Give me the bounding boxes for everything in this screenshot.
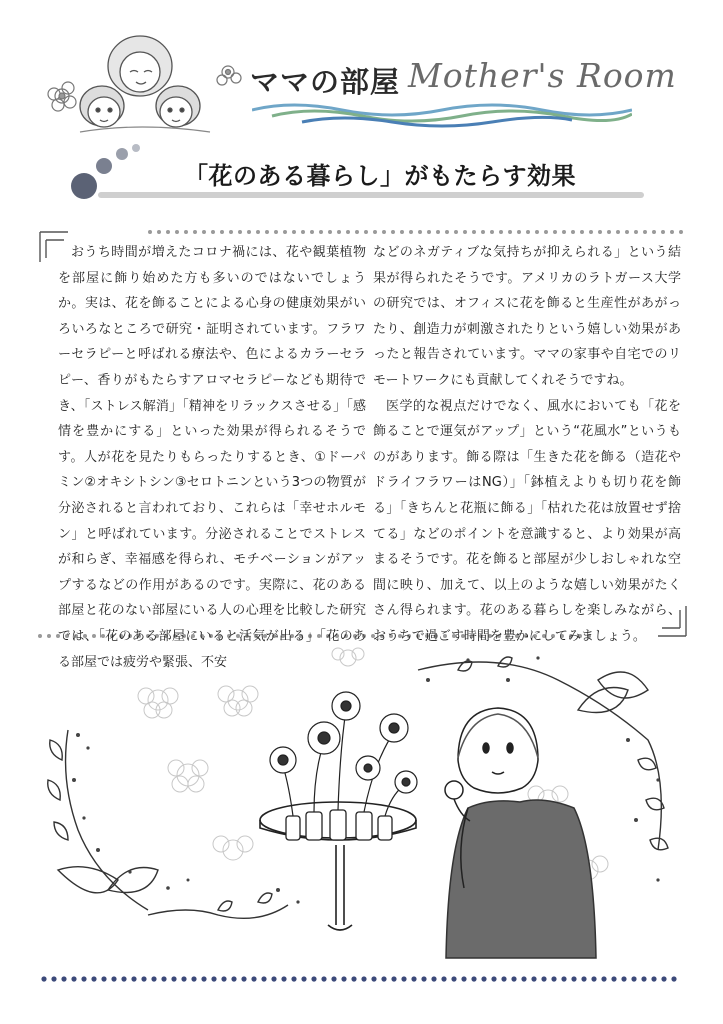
footer-dot (51, 976, 56, 981)
footer-dot (191, 976, 196, 981)
border-dot (382, 230, 386, 234)
footer-dot (261, 976, 266, 981)
border-dot (364, 230, 368, 234)
border-dot (373, 230, 377, 234)
footer-dot (621, 976, 626, 981)
border-dot (256, 230, 260, 234)
border-dot (238, 230, 242, 234)
border-dot (175, 230, 179, 234)
border-dot (301, 230, 305, 234)
footer-dot (81, 976, 86, 981)
footer-dot (291, 976, 296, 981)
border-dot (265, 230, 269, 234)
footer-dot (101, 976, 106, 981)
footer-dotted-rule (40, 974, 680, 984)
border-dot (220, 230, 224, 234)
footer-dot (441, 976, 446, 981)
border-dot (47, 634, 51, 638)
border-dot (598, 230, 602, 234)
border-dot (409, 230, 413, 234)
border-dot (445, 230, 449, 234)
footer-dot (111, 976, 116, 981)
footer-dot (421, 976, 426, 981)
footer-dot (431, 976, 436, 981)
footer-dot (71, 976, 76, 981)
footer-dot (551, 976, 556, 981)
border-dot (481, 230, 485, 234)
border-dot (454, 230, 458, 234)
border-dot (38, 634, 42, 638)
footer-dot (461, 976, 466, 981)
section-title: ママの部屋 (250, 65, 401, 99)
footer-dot (671, 976, 676, 981)
article-column-left (58, 240, 366, 675)
footer-dot (561, 976, 566, 981)
footer-dot (391, 976, 396, 981)
footer-dot (211, 976, 216, 981)
footer-dot (571, 976, 576, 981)
border-dot (517, 230, 521, 234)
border-dot (544, 230, 548, 234)
border-dot (553, 230, 557, 234)
border-dot (652, 230, 656, 234)
border-dot (247, 230, 251, 234)
border-dot (436, 230, 440, 234)
border-dot (571, 230, 575, 234)
footer-dot (641, 976, 646, 981)
border-dot (346, 230, 350, 234)
paragraph: 医学的な視点だけでなく、風水においても「花を飾ることで運気がアップ」という“花風水”というものがあります。飾る際は「生きた花を飾る（造花やドライフラワーはNG）」「鉢植えよりも切り花を飾る」「きちんと花瓶に飾る」「枯れた花は放置せず捨てる」などのポイントを意識すると、より効果が高まるそうです。花を飾ると部屋が少しおしゃれな空間に映り、加えて、以上のような嬉しい効果がたくさん得られます。花のある暮らしを楽しみながら、おうちで過ごす時間を豊かにしてみましょう。 (373, 398, 681, 644)
border-dot (508, 230, 512, 234)
footer-dot (311, 976, 316, 981)
footer-dot (481, 976, 486, 981)
border-dot (229, 230, 233, 234)
border-dot (661, 230, 665, 234)
footer-dot (581, 976, 586, 981)
border-dot (328, 230, 332, 234)
border-dot (148, 230, 152, 234)
footer-dot (251, 976, 256, 981)
footer-dot (451, 976, 456, 981)
border-dot (562, 230, 566, 234)
border-dot (292, 230, 296, 234)
footer-dot (121, 976, 126, 981)
footer-dot (301, 976, 306, 981)
footer-dot (531, 976, 536, 981)
footer-dot (411, 976, 416, 981)
border-dot (535, 230, 539, 234)
footer-dot (321, 976, 326, 981)
border-dot (607, 230, 611, 234)
border-dot (589, 230, 593, 234)
border-dot (400, 230, 404, 234)
footer-dot (161, 976, 166, 981)
footer-dot (631, 976, 636, 981)
footer-dot (471, 976, 476, 981)
border-dot (166, 230, 170, 234)
border-dot (472, 230, 476, 234)
footer-dot (381, 976, 386, 981)
woman-with-flowers-icon (38, 640, 688, 965)
footer-dot (91, 976, 96, 981)
border-dot (319, 230, 323, 234)
border-dot (427, 230, 431, 234)
footer-dot (231, 976, 236, 981)
border-dot (184, 230, 188, 234)
border-dot (391, 230, 395, 234)
border-dot (526, 230, 530, 234)
footer-dot (611, 976, 616, 981)
footer-dot (401, 976, 406, 981)
footer-dot (361, 976, 366, 981)
footer-dot (201, 976, 206, 981)
border-dot (679, 230, 683, 234)
paragraph: などのネガティブな気持ちが抑えられる」という結果が得られたそうです。アメリカのラトガース大学の研究では、オフィスに花を飾ると生産性があがったり、創造力が刺激されたりという嬉しい効果があったと報告されています。ママの家事や自宅でのリモートワークにも貢献してくれそうですね。 (373, 245, 681, 388)
border-dot (211, 230, 215, 234)
footer-dot (331, 976, 336, 981)
border-dot (490, 230, 494, 234)
article-column-right (373, 240, 681, 650)
footer-dot (171, 976, 176, 981)
footer-dot (41, 976, 46, 981)
border-dot (274, 230, 278, 234)
border-dot (499, 230, 503, 234)
border-dot (202, 230, 206, 234)
footer-dot (341, 976, 346, 981)
footer-dot (601, 976, 606, 981)
border-dot (625, 230, 629, 234)
paragraph: おうち時間が増えたコロナ禍には、花や観葉植物を部屋に飾り始めた方も多いのではないでしょうか。実は、花を飾ることによる心身の健康効果がいろいろなところで研究・証明されています。フラワーセラピーと呼ばれる療法や、色によるカラーセラピー、香りがもたらすアロマセラピーなども期待でき、「ストレス解消」「精神をリラックスさせる」「感情を豊かにする」といった効果が得られるそうです。人が花を見たりもらったりするとき、①ドーパミン②オキシトシン③セロトニンという3つの物質が分泌されると言われており、これらは「幸せホルモン」と呼ばれています。分泌されることでストレスが和らぎ、幸福感を得られ、モチベーションがアップするなどの作用があるのです。実際に、花のある部屋と花のない部屋にいる人の心理を比較した研究では、「花のある部屋にいると活気が出る」「花のある部屋では疲労や緊張、不安 (58, 245, 366, 670)
border-dot (283, 230, 287, 234)
footer-dot (661, 976, 666, 981)
footer-dot (241, 976, 246, 981)
footer-dot (61, 976, 66, 981)
footer-dot (151, 976, 156, 981)
border-dot (670, 230, 674, 234)
footer-dot (371, 976, 376, 981)
border-dot (643, 230, 647, 234)
article-headline: 「花のある暮らし」がもたらす効果 (184, 162, 576, 190)
border-dot (157, 230, 161, 234)
border-dot (355, 230, 359, 234)
border-dot (580, 230, 584, 234)
footer-dot (181, 976, 186, 981)
border-dot (463, 230, 467, 234)
footer-dot (131, 976, 136, 981)
border-dot (337, 230, 341, 234)
section-subtitle: Mother's Room (408, 56, 677, 95)
footer-dot (591, 976, 596, 981)
footer-dot (521, 976, 526, 981)
border-dot (634, 230, 638, 234)
footer-dot (541, 976, 546, 981)
border-dot (310, 230, 314, 234)
footer-dot (651, 976, 656, 981)
footer-dot (491, 976, 496, 981)
footer-dot (141, 976, 146, 981)
footer-dot (351, 976, 356, 981)
border-dot (418, 230, 422, 234)
border-dot (616, 230, 620, 234)
footer-dot (511, 976, 516, 981)
border-dot (193, 230, 197, 234)
footer-dot (221, 976, 226, 981)
footer-dot (281, 976, 286, 981)
footer-dot (271, 976, 276, 981)
footer-dot (501, 976, 506, 981)
